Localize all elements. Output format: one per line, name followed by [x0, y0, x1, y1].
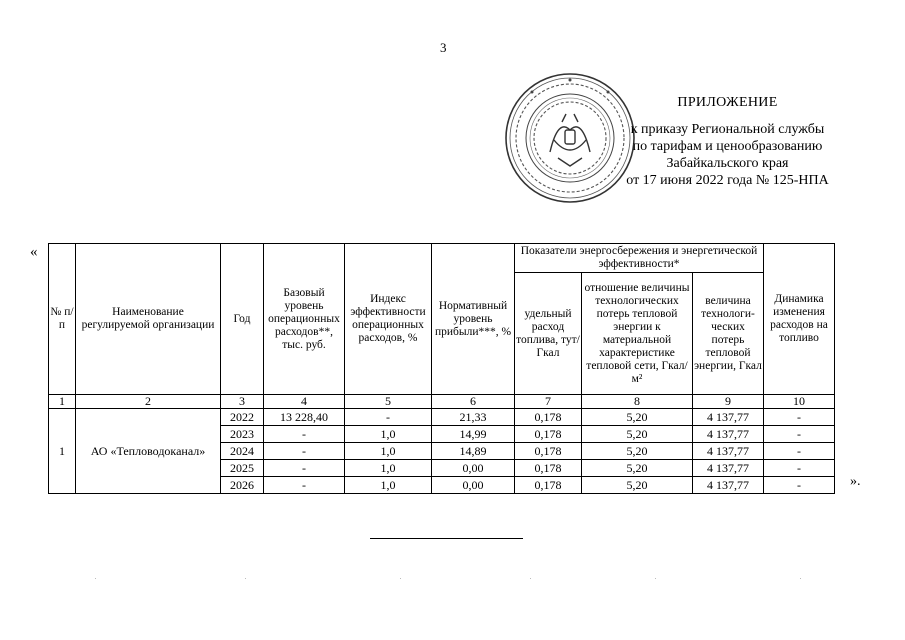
- header-energy-group: Показатели энергосбережения и энергетической эффективности*: [515, 244, 764, 273]
- header-base-opex: Базовый уровень операционных расходов**, тыс. руб.: [264, 244, 345, 395]
- appendix-title: ПРИЛОЖЕНИЕ: [677, 95, 778, 110]
- cell-losses: 4 137,77: [693, 443, 764, 460]
- header-org: Наименование регулируемой организации: [76, 244, 221, 395]
- appendix-line-4: от 17 июня 2022 года № 125-НПА: [626, 173, 829, 188]
- col-number: 5: [345, 395, 432, 409]
- scan-dot: [530, 578, 531, 579]
- header-heat-losses: величина технологи-ческих потерь тепловой энергии, Гкал: [693, 273, 764, 395]
- cell-losses: 4 137,77: [693, 426, 764, 443]
- cell-ratio: 5,20: [582, 477, 693, 494]
- cell-fuel: 0,178: [515, 460, 582, 477]
- cell-index: 1,0: [345, 460, 432, 477]
- cell-index: -: [345, 409, 432, 426]
- col-number: 2: [76, 395, 221, 409]
- cell-ratio: 5,20: [582, 460, 693, 477]
- org-number: 1: [49, 409, 76, 494]
- cell-dynamics: -: [764, 426, 835, 443]
- header-efficiency-index: Индекс эффективности операционных расходов, %: [345, 244, 432, 395]
- header-loss-ratio: отношение величины технологических потерь тепловой энергии к материальной характеристике тепловой сети, Гкал/м²: [582, 273, 693, 395]
- cell-losses: 4 137,77: [693, 460, 764, 477]
- cell-fuel: 0,178: [515, 426, 582, 443]
- cell-profit: 0,00: [432, 460, 515, 477]
- cell-year: 2024: [221, 443, 264, 460]
- appendix-line-2: по тарифам и ценообразованию: [632, 139, 823, 154]
- cell-year: 2023: [221, 426, 264, 443]
- header-year: Год: [221, 244, 264, 395]
- tariff-table: [48, 243, 835, 494]
- scan-dot: [655, 578, 656, 579]
- col-number: 9: [693, 395, 764, 409]
- col-number: 1: [49, 395, 76, 409]
- appendix-header: [600, 94, 855, 189]
- cell-index: 1,0: [345, 426, 432, 443]
- cell-base: -: [264, 426, 345, 443]
- cell-ratio: 5,20: [582, 409, 693, 426]
- opening-quote: «: [30, 244, 38, 260]
- cell-losses: 4 137,77: [693, 409, 764, 426]
- table-row: [49, 409, 835, 426]
- cell-profit: 0,00: [432, 477, 515, 494]
- col-number: 8: [582, 395, 693, 409]
- header-fuel-rate: удельный расход топлива, тут/Гкал: [515, 273, 582, 395]
- cell-year: 2025: [221, 460, 264, 477]
- cell-year: 2022: [221, 409, 264, 426]
- header-num: № п/п: [49, 244, 76, 395]
- cell-profit: 21,33: [432, 409, 515, 426]
- header-fuel-dynamics: Динамика изменения расходов на топливо: [764, 244, 835, 395]
- cell-fuel: 0,178: [515, 409, 582, 426]
- col-number: 6: [432, 395, 515, 409]
- cell-index: 1,0: [345, 477, 432, 494]
- col-number: 4: [264, 395, 345, 409]
- cell-index: 1,0: [345, 443, 432, 460]
- cell-year: 2026: [221, 477, 264, 494]
- appendix-line-1: к приказу Региональной службы: [630, 122, 825, 137]
- cell-ratio: 5,20: [582, 426, 693, 443]
- cell-dynamics: -: [764, 409, 835, 426]
- cell-ratio: 5,20: [582, 443, 693, 460]
- scan-dot: [245, 578, 246, 579]
- cell-base: -: [264, 477, 345, 494]
- scan-dot: [95, 578, 96, 579]
- cell-profit: 14,89: [432, 443, 515, 460]
- scan-dot: [400, 578, 401, 579]
- footnote-separator: [370, 538, 523, 539]
- cell-base: -: [264, 443, 345, 460]
- col-number: 3: [221, 395, 264, 409]
- cell-fuel: 0,178: [515, 477, 582, 494]
- cell-losses: 4 137,77: [693, 477, 764, 494]
- cell-dynamics: -: [764, 477, 835, 494]
- col-number: 7: [515, 395, 582, 409]
- appendix-line-3: Забайкальского края: [666, 156, 789, 171]
- header-profit-level: Нормативный уровень прибыли***, %: [432, 244, 515, 395]
- cell-dynamics: -: [764, 443, 835, 460]
- cell-base: -: [264, 460, 345, 477]
- closing-quote: ».: [850, 474, 861, 489]
- page-number: 3: [440, 40, 447, 55]
- cell-dynamics: -: [764, 460, 835, 477]
- column-numbers-row: [49, 395, 835, 409]
- cell-fuel: 0,178: [515, 443, 582, 460]
- cell-profit: 14,99: [432, 426, 515, 443]
- col-number: 10: [764, 395, 835, 409]
- org-name: АО «Тепловодоканал»: [76, 409, 221, 494]
- cell-base: 13 228,40: [264, 409, 345, 426]
- scan-dot: [800, 578, 801, 579]
